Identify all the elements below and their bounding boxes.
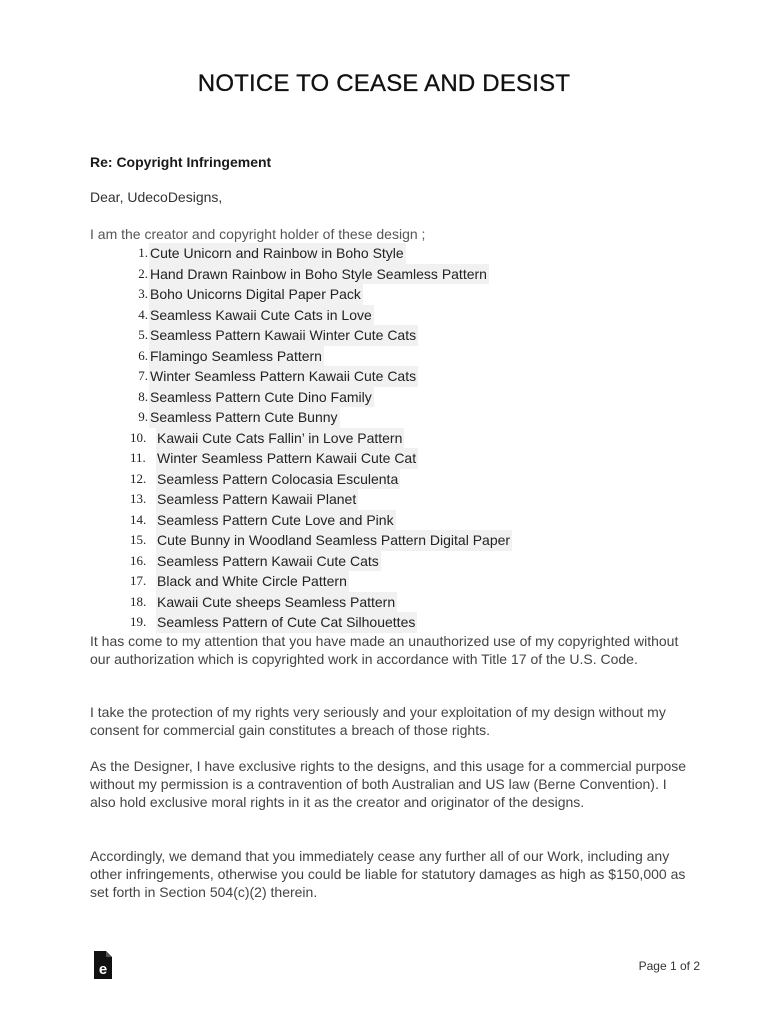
design-list-number: 16. <box>130 552 147 568</box>
document-title: NOTICE TO CEASE AND DESIST <box>197 70 571 97</box>
design-list-title: Kawaii Cute sheeps Seamless Pattern <box>156 592 397 613</box>
design-list-title: Cute Unicorn and Rainbow in Boho Style <box>149 243 406 264</box>
design-list-number: 13. <box>130 491 147 506</box>
design-list-number: 3. <box>138 286 148 301</box>
design-list-number: 18. <box>130 593 147 609</box>
eforms-logo-icon-svg <box>92 951 114 979</box>
design-list-title: Seamless Pattern Cute Bunny <box>149 407 340 428</box>
design-list-number: 15. <box>130 532 147 547</box>
paragraph-protection-of-rights: I take the protection of my rights very seriously and your exploitation of my design without my consent for commercial gain constitutes a breach of those rights. <box>90 704 666 738</box>
design-list-number: 14. <box>130 511 147 527</box>
design-list-title: Flamingo Seamless Pattern <box>149 346 324 367</box>
design-list-title: Kawaii Cute Cats Fallin’ in Love Pattern <box>156 428 404 449</box>
design-list-title: Boho Unicorns Digital Paper Pack <box>149 284 363 305</box>
salutation: Dear, UdecoDesigns, <box>90 189 223 205</box>
design-list-number: 11. <box>130 450 146 465</box>
design-list-number: 6. <box>138 347 148 363</box>
design-list-title: Seamless Pattern Kawaii Planet <box>156 489 358 510</box>
intro-statement: I am the creator and copyright holder of these design ; <box>90 226 426 242</box>
design-list-title: Seamless Pattern Cute Love and Pink <box>156 510 396 531</box>
subject-line: Re: Copyright Infringement <box>90 154 272 170</box>
design-list-title: Seamless Pattern Cute Dino Family <box>149 387 374 408</box>
design-list-number: 7. <box>138 368 148 383</box>
paragraph-exclusive-rights: As the Designer, I have exclusive rights to the designs, and this usage for a commercial purpose without my permission is a contravention of both Australian and US law (Berne Convention). I also hold exclusive moral rights in it as the creator and originator of the designs. <box>90 758 687 810</box>
design-list-title: Black and White Circle Pattern <box>156 571 349 592</box>
page-number: Page 1 of 2 <box>638 959 700 973</box>
svg-text:e: e <box>98 961 108 978</box>
design-list-title: Winter Seamless Pattern Kawaii Cute Cat <box>156 448 418 469</box>
design-list-title: Seamless Pattern Kawaii Winter Cute Cats <box>149 325 418 346</box>
design-list-title: Hand Drawn Rainbow in Boho Style Seamless Pattern <box>149 264 489 285</box>
design-list-number: 12. <box>130 470 147 486</box>
design-list-title: Cute Bunny in Woodland Seamless Pattern Digital Paper <box>156 530 512 551</box>
paragraph-demand: Accordingly, we demand that you immediately cease any further all of our Work, including any other infringements, otherwise you could be liable for statutory damages as high as $150,000 as set forth in Section 504(c)(2) therein. <box>90 848 686 900</box>
design-list-title: Seamless Pattern of Cute Cat Silhouettes <box>156 612 417 633</box>
design-list-number: 19. <box>130 614 147 629</box>
eforms-logo-icon <box>92 951 114 979</box>
design-list-number: 17. <box>130 573 147 588</box>
design-list-title: Seamless Kawaii Cute Cats in Love <box>149 305 374 326</box>
design-list-number: 8. <box>138 388 148 404</box>
design-list-number: 4. <box>138 306 148 322</box>
design-list-number: 5. <box>138 327 148 342</box>
design-list-number: 1. <box>138 245 148 260</box>
design-list-number: 9. <box>138 409 148 424</box>
design-list-title: Winter Seamless Pattern Kawaii Cute Cats <box>149 366 418 387</box>
design-list-title: Seamless Pattern Kawaii Cute Cats <box>156 551 381 572</box>
paragraph-unauthorized-use: It has come to my attention that you have made an unauthorized use of my copyrighted without our authorization which is copyrighted work in accordance with Title 17 of the U.S. Code. <box>90 633 679 667</box>
design-list-number: 10. <box>130 429 147 445</box>
design-list-number: 2. <box>138 265 148 281</box>
design-list-title: Seamless Pattern Colocasia Esculenta <box>156 469 400 490</box>
